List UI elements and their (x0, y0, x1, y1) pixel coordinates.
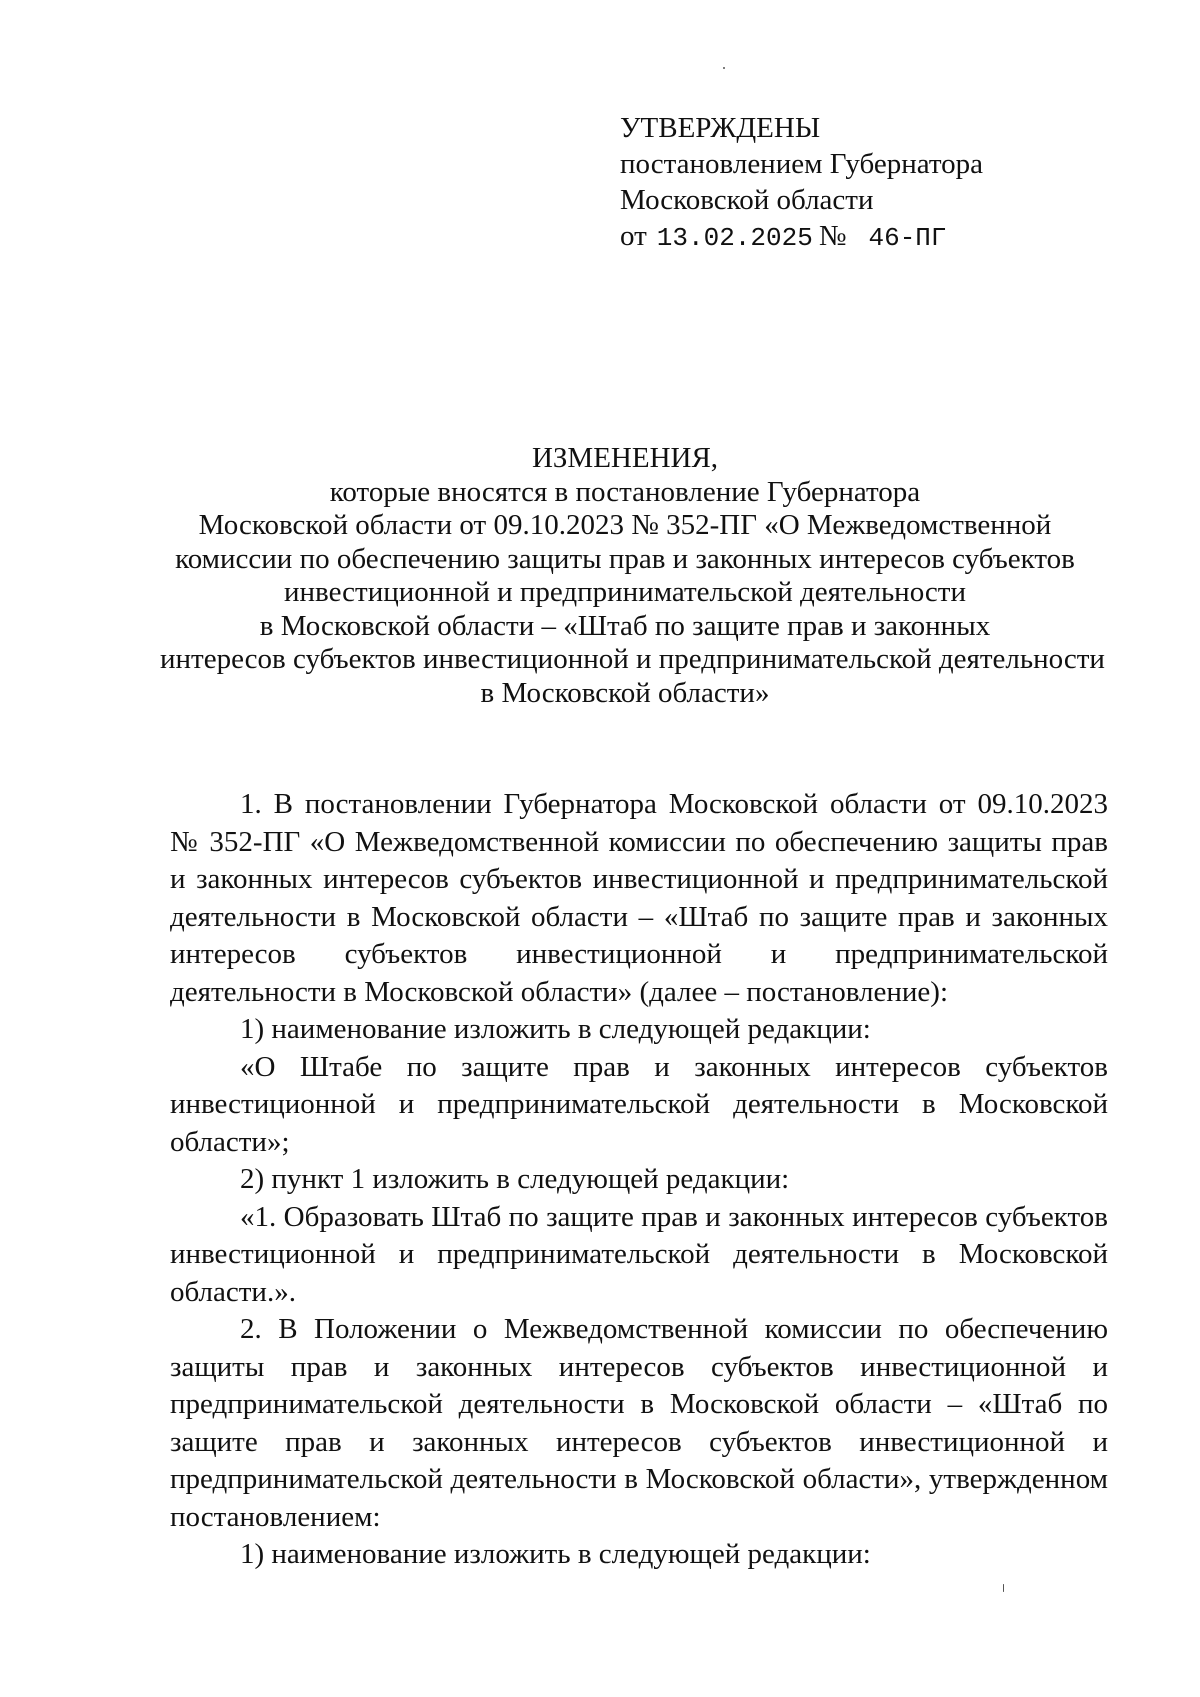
document-body (170, 786, 1108, 1574)
paragraph-1-item-2: 2) пункт 1 изложить в следующей редакции: (240, 1163, 790, 1195)
title-line: в Московской области» (480, 676, 770, 709)
paragraph-1: 1. В постановлении Губернатора Московской области от 09.10.2023 № 352-ПГ «О Межведомственной комиссии по обеспечению защиты прав и законных интересов субъектов инвестиционной и предпринимательской деятельности в Московской области – «Штаб по защите прав и законных интересов субъектов инвестиционной и предпринимательской деятельности в Московской области» (далее – постановление): (170, 788, 1108, 1008)
approval-number: 46-ПГ (868, 223, 947, 253)
document-title (160, 442, 1105, 710)
title-line: которые вносятся в постановление Губернатора (329, 475, 921, 508)
title-line: комиссии по обеспечению защиты прав и законных интересов субъектов (175, 542, 1075, 575)
scan-speck (723, 67, 725, 69)
paragraph-1-item-1: 1) наименование изложить в следующей редакции: (240, 1013, 871, 1045)
title-line: инвестиционной и предпринимательской деятельности (284, 576, 966, 608)
title-line: интересов субъектов инвестиционной и предпринимательской деятельности (160, 643, 1105, 675)
title-line: в Московской области – «Штаб по защите прав и законных (259, 609, 991, 642)
title-line: Московской области от 09.10.2023 № 352-ПГ «О Межведомственной (198, 509, 1052, 541)
approval-title: УТВЕРЖДЕНЫ (620, 112, 821, 144)
approval-block (620, 110, 983, 256)
title-heading: ИЗМЕНЕНИЯ, (531, 442, 719, 474)
paragraph-2: 2. В Положении о Межведомственной комиссии по обеспечению защиты прав и законных интересов субъектов инвестиционной и предпринимательской деятельности в Московской области – «Штаб по защите прав и законных интересов субъектов инвестиционной и предпринимательской деятельности в Московской области», утвержденном постановлением: (170, 1313, 1108, 1533)
scan-speck (1003, 1584, 1004, 1592)
approval-issuer: постановлением Губернатора (620, 148, 984, 180)
paragraph-2-item-1: 1) наименование изложить в следующей редакции: (240, 1538, 871, 1570)
number-sign: № (818, 220, 847, 252)
date-prefix: от (620, 220, 647, 252)
approval-region: Московской области (620, 184, 874, 216)
paragraph-1-item-2-text: «1. Образовать Штаб по защите прав и законных интересов субъектов инвестиционной и предпринимательской деятельности в Московской области.». (170, 1200, 1108, 1308)
paragraph-1-item-1-text: «О Штабе по защите прав и законных интересов субъектов инвестиционной и предпринимательской деятельности в Московской области»; (170, 1050, 1108, 1158)
approval-date: 13.02.2025 (656, 223, 813, 253)
approval-date-number (620, 218, 983, 256)
